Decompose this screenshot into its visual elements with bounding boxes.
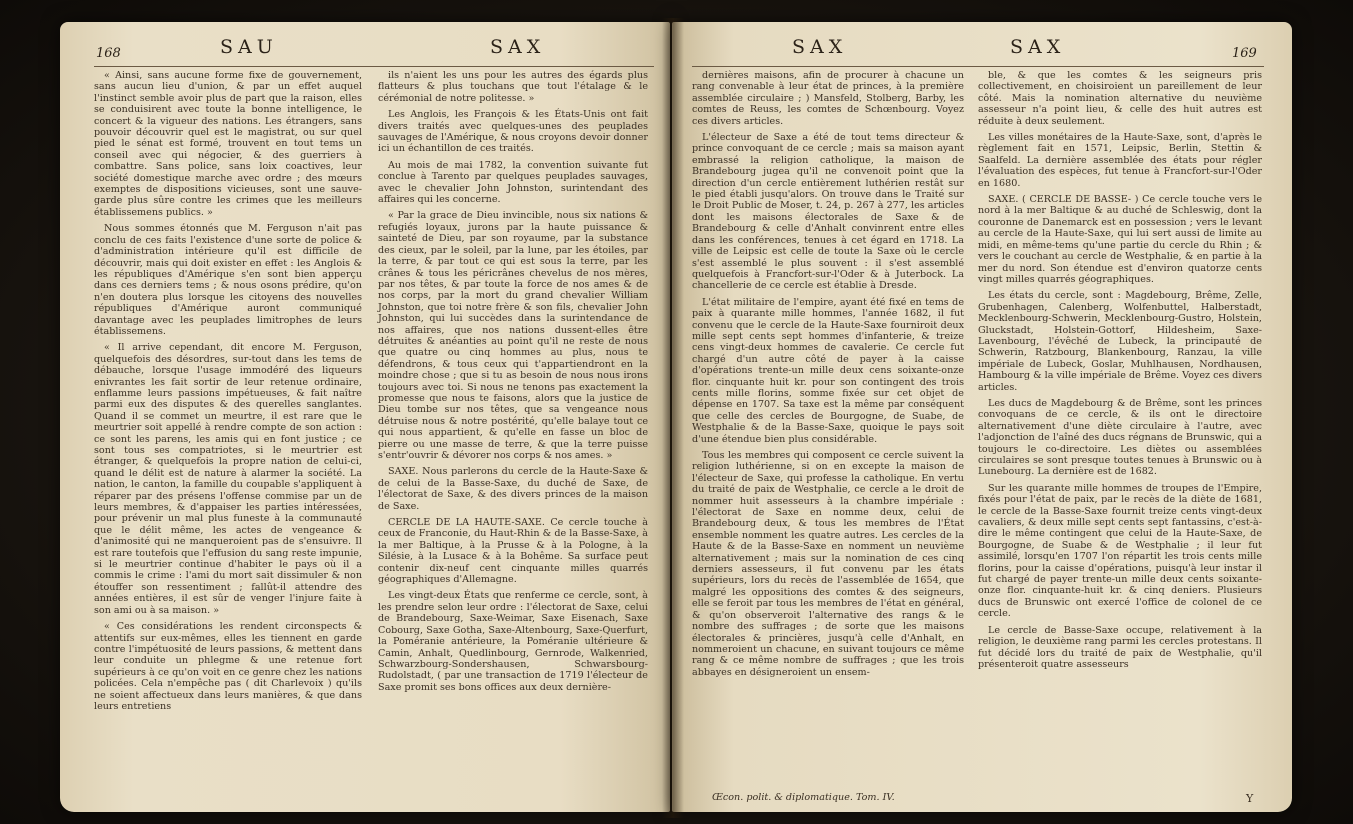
paragraph: SAXE. Nous parlerons du cercle de la Haute-Saxe & de celui de la Basse-Saxe, du duché de Saxe, de l'électorat de Saxe, & des divers princes de la maison de Saxe. bbox=[378, 466, 648, 512]
right-page-column-1 bbox=[692, 70, 964, 683]
running-head-right-2: SAX bbox=[1010, 36, 1066, 58]
header-rule-right bbox=[692, 66, 1264, 67]
paragraph: « Il arrive cependant, dit encore M. Ferguson, quelquefois des désordres, sur-tout dans les tems de débauche, lorsque l'usage immodéré des liqueurs enivrantes les fait sortir de leur retenue ordinaire, enflamme leurs passions impétueuses, & fait naître parmi eux des disputes & des querelles sanglantes. Quand il se commet un meurtre, il est rare que le meurtrier soit appellé à rendre compte de son action : ce sont les parens, les amis qui en font justice ; ce sont tous ses compatriotes, si le meurtrier est étranger, & quelquefois la propre nation de celui-ci, quand le délit est de nature à alarmer la société. La nation, le canton, la famille du coupable s'appliquent à réparer par des présens l'offense commise par un de leurs membres, & d'appaiser les parties intéressées, pour prévenir un mal plus funeste à la communauté que le délit même, les actes de vengeance & d'animosité qui ne manqueroient pas de s'ensuivre. Il est rare toutefois que l'effusion du sang reste impunie, si le meurtrier continue d'habiter le pays où il a commis le crime : l'ami du mort sait dissimuler & non étouffer son ressentiment ; fallût-il attendre des années entières, il est sûr de venger l'injure faite à son ami ou à sa maison. » bbox=[94, 342, 362, 616]
running-head-left-1: SAU bbox=[220, 36, 278, 58]
paragraph: ils n'aient les uns pour les autres des égards plus flatteurs & plus touchans que tout l'étalage & le cérémonial de notre politesse. » bbox=[378, 70, 648, 104]
right-page-column-2 bbox=[978, 70, 1262, 675]
paragraph: L'électeur de Saxe a été de tout tems directeur & prince convoquant de ce cercle ; mais sa maison ayant embrassé la religion catholique, la maison de Brandebourg jugea qu'il ne convenoit point que la direction d'un cercle entièrement luthérien restât sur le pied établi jusqu'alors. On trouve dans le Traité sur le Droit Public de Moser, t. 24, p. 267 à 277, les articles dont les maisons électorales de Saxe & de Brandebourg & celle d'Anhalt convinrent entre elles dans les conférences, tenues à cet égard en 1718. La ville de Leipsic est celle de toute la Saxe où le cercle s'est assemblé le plus souvent : il s'est assemblé quelquefois à Francfort-sur-l'Oder & à Juterbock. La chancellerie de ce cercle est établie à Dresde. bbox=[692, 132, 964, 292]
running-head-left-2: SAX bbox=[490, 36, 546, 58]
paragraph: Les ducs de Magdebourg & de Brême, sont les princes convoquans de ce cercle, & ils ont le directoire alternativement d'une diète circulaire à l'autre, avec l'adjonction de l'aîné des ducs régnans de Brunswic, qui a toujours le co-directoire. Les diètes ou assemblées circulaires se sont presque toutes tenues à Brunswic ou à Lunebourg. La dernière est de 1682. bbox=[978, 397, 1262, 478]
paragraph: CERCLE DE LA HAUTE-SAXE. Ce cercle touche à ceux de Franconie, du Haut-Rhin & de la Basse-Saxe, à la mer Baltique, à la Prusse & à la Pologne, à la Silésie, à la Lusace & à la Bohême. Sa surface peut contenir dix-neuf cent cinquante milles quarrés géographiques d'Allemagne. bbox=[378, 517, 648, 586]
paragraph: ble, & que les comtes & les seigneurs pris collectivement, en choisiroient un pareillement de leur côté. Mais la nomination alternative du neuvième assesseur n'a point lieu, & celle des huit autres est réduite à deux seulement. bbox=[978, 70, 1262, 127]
left-page-column-2 bbox=[378, 70, 648, 698]
left-page-column-1 bbox=[94, 70, 362, 717]
signature-mark: Y bbox=[1246, 792, 1254, 805]
paragraph: Nous sommes étonnés que M. Ferguson n'ait pas conclu de ces faits l'existence d'une sorte de police & d'administration intérieure qu'il est difficile de découvrir, mais qui doit exister en effet : les Anglois & les républiques d'Amérique s'en sont bien apperçu dans ces derniers tems ; & nous osons prédire, qu'on n'en doutera plus lorsque les citoyens des nouvelles républiques d'Amérique auront communiqué davantage avec les peuplades limitrophes de leurs établissemens. bbox=[94, 223, 362, 337]
book-gutter bbox=[662, 18, 684, 818]
paragraph: « Ces considérations les rendent circonspects & attentifs sur eux-mêmes, elles les tiennent en garde contre l'impétuosité de leurs passions, & mettent dans leur conduite un phlegme & une retenue fort supérieurs à ce qu'on voit en ce genre chez les nations policées. Cela n'empêche pas ( dit Charlevoix ) qu'ils ne soient affectueux dans leurs manières, & que dans leurs entretiens bbox=[94, 621, 362, 712]
paragraph: « Par la grace de Dieu invincible, nous six nations & refugiés loyaux, jurons par la haute puissance & sainteté de Dieu, par son royaume, par la substance des cieux, par le soleil, par la lune, par les étoiles, par la terre, & par tout ce qui est sous la terre, par les crânes & tous les péricrânes chevelus de nos mères, par nos têtes, & par toute la force de nos ames & de nos corps, par la mort du grand chevalier William Johnston, que toi notre frère & son fils, chevalier John Johnston, qui lui succèdes dans la surintendance de nos affaires, que nos nations dussent-elles être détruites & anéanties au point qu'il ne reste de nous que quatre ou cinq hommes au plus, nous te défendrons, & tous ceux qui t'appartiendront en la moindre chose ; que si tu as besoin de nous nous irons toujours avec toi. Si nous ne tenons pas exactement la promesse que nous te faisons, alors que la justice de Dieu tombe sur nos têtes, que sa vengeance nous détruise nous & notre postérité, qu'elle balaye tout ce qui nous appartient, & qu'elle en fasse un bloc de pierre ou une masse de terre, & que la terre puisse s'entr'ouvrir & dévorer nos corps & nos ames. » bbox=[378, 210, 648, 461]
paragraph: Tous les membres qui composent ce cercle suivent la religion luthérienne, si on en excepte la maison de l'électeur de Saxe, qui professe la catholique. En vertu du traité de paix de Westphalie, ce cercle a le droit de nommer huit assesseurs à la chambre impériale : l'électorat de Saxe en nomme deux, celui de Brandebourg deux, & tous les membres de l'État ensemble nomment les quatre autres. Les cercles de la Haute & de la Basse-Saxe en nomment un neuvième alternativement ; mais sur la nomination de ces cinq derniers assesseurs, il fut convenu par les états supérieurs, lors du recès de l'assemblée de 1654, que malgré les oppositions des comtes & des seigneurs, elle se feroit par tous les membres de l'état en général, & qu'on observeroit l'alternative des rangs & le nombre des suffrages ; de sorte que les maisons électorales & princières, jusqu'à celle d'Anhalt, en nommeroient un chacune, en suivant toujours ce même rang & ce même nombre de suffrages ; que les trois abbayes en désigneroient un ensem- bbox=[692, 450, 964, 678]
header-rule-left bbox=[94, 66, 654, 67]
paragraph: Les Anglois, les François & les États-Unis ont fait divers traités avec quelques-unes des peuplades sauvages de l'Amérique, & nous croyons devoir donner ici un échantillon de ces traités. bbox=[378, 109, 648, 155]
paragraph: SAXE. ( CERCLE DE BASSE- ) Ce cercle touche vers le nord à la mer Baltique & au duché de Schleswig, dont la couronne de Danemarck est en possession ; vers le levant au cercle de la Haute-Saxe, qui lui sert aussi de limite au midi, en même-tems qu'une partie du cercle du Rhin ; & vers le couchant au cercle de Westphalie, & en partie à la mer du nord. Son étendue est d'environ quatorze cents vingt milles quarrés géographiques. bbox=[978, 194, 1262, 285]
paragraph: Les états du cercle, sont : Magdebourg, Brême, Zelle, Grubenhagen, Calenberg, Wolfenbuttel, Halberstadt, Mecklenbourg-Schwerin, Mecklenbourg-Gustro, Holstein, Gluckstadt, Holstein-Gottorf, Hildesheim, Saxe-Lavenbourg, l'évêché de Lubeck, la principauté de Schwerin, Ratzbourg, Blankenbourg, Ranzau, la ville impériale de Lubeck, Goslar, Muhlhausen, Nordhausen, Hambourg & la ville impériale de Brême. Voyez ces divers articles. bbox=[978, 290, 1262, 393]
paragraph: Sur les quarante mille hommes de troupes de l'Empire, fixés pour l'état de paix, par le recès de la diète de 1681, le cercle de la Basse-Saxe fournit treize cents vingt-deux cavaliers, & deux mille sept cents sept fantassins, c'est-à-dire le même contingent que celui de la Haute-Saxe, de Bourgogne, de Suabe & de Westphalie ; il leur fut assimilé, lorsqu'en 1707 l'on répartit les trois cents mille florins, pour la caisse d'opérations, puisqu'à leur instar il fut chargé de payer trente-un mille deux cents soixante-onze flor. cinquante-huit kr. & cinq deniers. Plusieurs ducs de Brunswic ont exercé l'office de colonel de ce cercle. bbox=[978, 482, 1262, 620]
footer-signature-line: Œcon. polit. & diplomatique. Tom. IV. bbox=[712, 792, 895, 803]
running-head-right-1: SAX bbox=[792, 36, 848, 58]
paragraph: Au mois de mai 1782, la convention suivante fut conclue à Tarento par quelques peuplades sauvages, avec le chevalier John Johnston, surintendant des affaires qui les concerne. bbox=[378, 159, 648, 206]
paragraph: L'état militaire de l'empire, ayant été fixé en tems de paix à quarante mille hommes, l'année 1682, il fut convenu que le cercle de la Haute-Saxe fourniroit deux mille sept cents sept hommes d'infanterie, & treize cens vingt-deux hommes de cavalerie. Ce cercle fut chargé d'un autre côté de payer à la caisse d'opérations trente-un mille deux cens soixante-onze flor. cinquante huit kr. pour son contingent des trois cents mille florins, somme fixée sur cet objet de dépense en 1707. Sa taxe est la même par conséquent que celle des cercles de Bourgogne, de Suabe, de Westphalie & de la Basse-Saxe, quoique le pays soit d'une étendue bien plus considérable. bbox=[692, 296, 964, 445]
paragraph: Les vingt-deux États que renferme ce cercle, sont, à les prendre selon leur ordre : l'électorat de Saxe, celui de Brandebourg, Saxe-Weimar, Saxe Eisenach, Saxe Cobourg, Saxe Gotha, Saxe-Altenbourg, Saxe-Querfurt, la Poméranie antérieure, la Poméranie ultérieure & Camin, Anhalt, Quedlinbourg, Gernrode, Walkenried, Schwarzbourg-Sondershausen, Schwarsbourg-Rudolstadt, ( par une transaction de 1719 l'électeur de Saxe promit ses bons offices aux deux dernière- bbox=[378, 590, 648, 693]
page-number-right: 169 bbox=[1232, 46, 1257, 61]
paragraph: Les villes monétaires de la Haute-Saxe, sont, d'après le règlement fait en 1571, Leipsic, Berlin, Stettin & Saalfeld. La dernière assemblée des états pour régler l'évaluation des espèces, fut tenue à Francfort-sur-l'Oder en 1680. bbox=[978, 132, 1262, 189]
paragraph: Le cercle de Basse-Saxe occupe, relativement à la religion, le deuxième rang parmi les cercles protestans. Il fut décidé lors du traité de paix de Westphalie, qu'il présenteroit quatre assesseurs bbox=[978, 624, 1262, 670]
page-number-left: 168 bbox=[96, 46, 121, 61]
paragraph: dernières maisons, afin de procurer à chacune un rang convenable à leur état de princes, à la première assemblée circulaire ; ) Mansfeld, Stolberg, Barby, les comtes de Reuss, les comtes de Schœnbourg. Voyez ces divers articles. bbox=[692, 70, 964, 127]
right-page bbox=[672, 22, 1292, 812]
paragraph: « Ainsi, sans aucune forme fixe de gouvernement, sans aucun lieu d'union, & par un effet auquel l'instinct semble avoir plus de part que la raison, elles se conduisirent avec toute la bonne intelligence, le concert & la vigueur des nations. Les étrangers, sans pouvoir découvrir quel est le magistrat, ou sur quel pied le sénat est formé, trouvent en tout tems un conseil avec qui négocier, & des guerriers à combattre. Sans police, sans loix coactives, leur société domestique marche avec ordre ; des mœurs exemptes de dispositions vicieuses, sont une sauve-garde plus sûre contre les crimes que les meilleurs établissemens publics. » bbox=[94, 70, 362, 218]
left-page bbox=[60, 22, 670, 812]
